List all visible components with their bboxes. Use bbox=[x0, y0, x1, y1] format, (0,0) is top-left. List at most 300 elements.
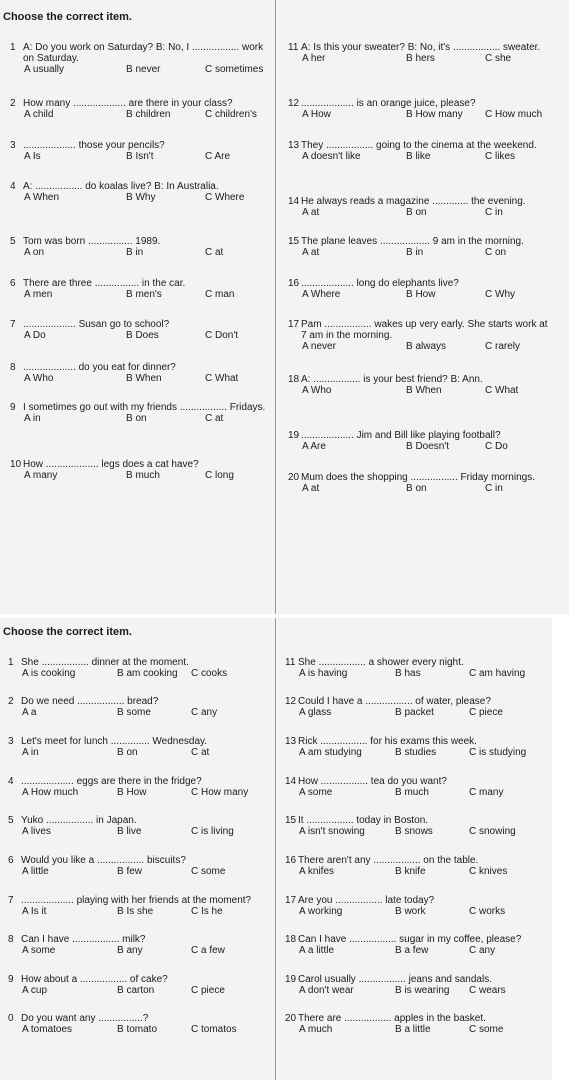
answer-option-c[interactable]: C snowing bbox=[469, 826, 516, 837]
answer-option-c[interactable]: C long bbox=[205, 470, 234, 481]
answer-option-c[interactable]: C How many bbox=[191, 787, 249, 798]
question-number: 19 bbox=[285, 974, 297, 985]
question-number: 13 bbox=[288, 140, 300, 151]
question-text-block bbox=[280, 895, 545, 906]
question-text: ................... is an orange juice, please? bbox=[301, 98, 476, 109]
question-number: 14 bbox=[285, 776, 297, 787]
question-item bbox=[3, 736, 265, 758]
question-item bbox=[283, 472, 553, 494]
answer-option-b[interactable]: B Doesn't bbox=[406, 441, 450, 452]
answer-option-b[interactable]: B live bbox=[117, 826, 142, 837]
answer-option-a[interactable]: A her bbox=[302, 53, 326, 64]
question-number: 13 bbox=[285, 736, 297, 747]
answer-option-c[interactable]: C any bbox=[191, 707, 218, 718]
answer-options bbox=[280, 826, 545, 837]
answer-option-c[interactable]: C some bbox=[469, 1024, 504, 1035]
question-text-block bbox=[5, 140, 270, 151]
answer-option-a[interactable]: A never bbox=[302, 341, 336, 352]
question-text: Let's meet for lunch .............. Wednesday. bbox=[21, 736, 208, 747]
answer-option-b[interactable]: B hers bbox=[406, 53, 435, 64]
answer-option-a[interactable]: A usually bbox=[24, 64, 65, 75]
answer-option-a[interactable]: A is cooking bbox=[22, 668, 76, 679]
question-text: There aren't any ................. on the table. bbox=[298, 855, 479, 866]
page-title: Choose the correct item. bbox=[3, 626, 132, 638]
question-text-block bbox=[283, 374, 553, 385]
question-number: 20 bbox=[285, 1013, 297, 1024]
answer-option-b[interactable]: B studies bbox=[395, 747, 437, 758]
question-item bbox=[5, 319, 270, 341]
question-number: 6 bbox=[8, 855, 14, 866]
answer-options bbox=[280, 945, 545, 956]
question-text: Mum does the shopping ................. Friday mornings. bbox=[301, 472, 535, 483]
answer-option-c[interactable]: C she bbox=[485, 53, 512, 64]
answer-option-a[interactable]: A child bbox=[24, 109, 54, 120]
answer-option-c[interactable]: C am having bbox=[469, 668, 526, 679]
answer-options bbox=[5, 192, 270, 203]
question-text-block bbox=[5, 42, 270, 64]
question-number: 4 bbox=[10, 181, 16, 192]
answer-option-c[interactable]: C a few bbox=[191, 945, 225, 956]
answer-options bbox=[283, 207, 553, 218]
answer-option-a[interactable]: A is having bbox=[299, 668, 348, 679]
question-item bbox=[280, 815, 545, 837]
question-text-block bbox=[283, 430, 553, 441]
question-text: How about a ................. of cake? bbox=[21, 974, 168, 985]
question-text-block bbox=[280, 934, 545, 945]
question-text: He always reads a magazine ............. the evening. bbox=[301, 196, 526, 207]
answer-option-c[interactable]: C in bbox=[485, 483, 503, 494]
question-text: How ................... legs does a cat have? bbox=[23, 459, 199, 470]
answer-option-a[interactable]: A How bbox=[302, 109, 331, 120]
answer-options bbox=[280, 906, 545, 917]
answer-option-c[interactable]: C is living bbox=[191, 826, 234, 837]
question-item bbox=[5, 42, 270, 75]
answer-options bbox=[280, 707, 545, 718]
question-number: 1 bbox=[8, 657, 14, 668]
question-text-block bbox=[5, 319, 270, 330]
question-text: Would you like a ................. biscuits? bbox=[21, 855, 186, 866]
question-number: 15 bbox=[285, 815, 297, 826]
question-text: How many ................... are there in your class? bbox=[23, 98, 233, 109]
question-text: Do you want any ................? bbox=[21, 1013, 149, 1024]
answer-option-a[interactable]: A some bbox=[22, 945, 56, 956]
question-number: 11 bbox=[288, 42, 299, 53]
answer-option-b[interactable]: B like bbox=[406, 151, 431, 162]
question-text-block bbox=[283, 42, 553, 53]
answer-option-c[interactable]: C Why bbox=[485, 289, 515, 300]
answer-option-c[interactable]: C tomatos bbox=[191, 1024, 237, 1035]
answer-option-b[interactable]: B How bbox=[406, 289, 436, 300]
question-text-block bbox=[3, 815, 265, 826]
answer-option-a[interactable]: A at bbox=[302, 483, 320, 494]
question-number: 9 bbox=[8, 974, 14, 985]
answer-option-a[interactable]: A Is bbox=[24, 151, 41, 162]
question-number: 3 bbox=[8, 736, 14, 747]
question-number: 17 bbox=[285, 895, 297, 906]
question-item bbox=[3, 895, 265, 917]
answer-option-a[interactable]: A How much bbox=[22, 787, 79, 798]
question-item bbox=[5, 236, 270, 258]
question-text: ................... do you eat for dinner? bbox=[23, 362, 176, 373]
answer-option-b[interactable]: B How many bbox=[406, 109, 463, 120]
question-number: 9 bbox=[10, 402, 16, 413]
answer-options bbox=[3, 1024, 265, 1035]
answer-options bbox=[5, 247, 270, 258]
question-item bbox=[280, 696, 545, 718]
question-text-block bbox=[280, 1013, 545, 1024]
question-text-block bbox=[283, 472, 553, 483]
answer-option-c[interactable]: C is studying bbox=[469, 747, 527, 758]
answer-option-c[interactable]: C knives bbox=[469, 866, 508, 877]
answer-option-b[interactable]: B much bbox=[395, 787, 429, 798]
answer-options bbox=[280, 985, 545, 996]
answer-option-b[interactable]: B has bbox=[395, 668, 421, 679]
question-number: 19 bbox=[288, 430, 300, 441]
answer-option-c[interactable]: C some bbox=[191, 866, 226, 877]
answer-options bbox=[283, 53, 553, 64]
answer-option-c[interactable]: C Is he bbox=[191, 906, 223, 917]
question-number: 20 bbox=[288, 472, 300, 483]
question-text: She ................. dinner at the moment. bbox=[21, 657, 189, 668]
question-item bbox=[3, 657, 265, 679]
question-text: A: Is this your sweater? B: No, it's ................. sweater. bbox=[301, 42, 541, 53]
answer-option-b[interactable]: B is wearing bbox=[395, 985, 450, 996]
answer-options bbox=[283, 247, 553, 258]
question-text: ................... Susan go to school? bbox=[23, 319, 170, 330]
answer-options bbox=[3, 668, 265, 679]
question-text-block bbox=[5, 278, 270, 289]
question-text: The plane leaves .................. 9 am in the morning. bbox=[301, 236, 524, 247]
question-text-block bbox=[5, 98, 270, 109]
question-item bbox=[5, 98, 270, 120]
question-item bbox=[283, 430, 553, 452]
question-text-block bbox=[5, 236, 270, 247]
question-text: Rick ................. for his exams this week. bbox=[298, 736, 477, 747]
answer-option-b[interactable]: B some bbox=[117, 707, 151, 718]
answer-options bbox=[283, 289, 553, 300]
answer-option-a[interactable]: A When bbox=[24, 192, 60, 203]
answer-option-b[interactable]: B any bbox=[117, 945, 143, 956]
question-text: ................... long do elephants live? bbox=[301, 278, 459, 289]
answer-option-c[interactable]: C at bbox=[205, 413, 224, 424]
answer-option-b[interactable]: B carton bbox=[117, 985, 155, 996]
question-text-block bbox=[283, 319, 553, 341]
worksheet-page-2 bbox=[0, 618, 552, 1080]
answer-option-c[interactable]: C cooks bbox=[191, 668, 228, 679]
answer-options bbox=[280, 866, 545, 877]
question-text-block bbox=[3, 974, 265, 985]
answer-option-b[interactable]: B much bbox=[126, 470, 160, 481]
answer-option-b[interactable]: B When bbox=[126, 373, 162, 384]
answer-option-a[interactable]: A am studying bbox=[299, 747, 362, 758]
question-text-block bbox=[3, 657, 265, 668]
question-item bbox=[3, 855, 265, 877]
answer-option-c[interactable]: C children's bbox=[205, 109, 257, 120]
question-item bbox=[3, 974, 265, 996]
answer-option-b[interactable]: B snows bbox=[395, 826, 433, 837]
answer-options bbox=[283, 483, 553, 494]
answer-option-a[interactable]: A Is it bbox=[22, 906, 47, 917]
answer-option-a[interactable]: A at bbox=[302, 207, 320, 218]
question-item bbox=[283, 140, 553, 162]
question-text-block bbox=[5, 459, 270, 470]
answer-option-b[interactable]: B in bbox=[126, 247, 144, 258]
answer-option-b[interactable]: B in bbox=[406, 247, 424, 258]
question-item bbox=[5, 140, 270, 162]
question-item bbox=[5, 181, 270, 203]
answer-option-a[interactable]: A tomatoes bbox=[22, 1024, 73, 1035]
question-text-block bbox=[5, 402, 270, 413]
question-number: 3 bbox=[10, 140, 16, 151]
question-text: They ................. going to the cinema at the weekend. bbox=[301, 140, 537, 151]
question-number: 15 bbox=[288, 236, 300, 247]
question-text: Tom was born ................ 1989. bbox=[23, 236, 161, 247]
answer-option-a[interactable]: A doesn't like bbox=[302, 151, 361, 162]
answer-option-b[interactable]: B Why bbox=[126, 192, 156, 203]
question-item bbox=[3, 934, 265, 956]
answer-option-a[interactable]: A working bbox=[299, 906, 343, 917]
answer-option-a[interactable]: A at bbox=[302, 247, 320, 258]
answer-options bbox=[5, 470, 270, 481]
question-text-block bbox=[283, 140, 553, 151]
question-item bbox=[280, 934, 545, 956]
answer-option-a[interactable]: A lives bbox=[22, 826, 51, 837]
question-item bbox=[280, 736, 545, 758]
answer-option-a[interactable]: A Where bbox=[302, 289, 341, 300]
answer-option-c[interactable]: C What bbox=[485, 385, 519, 396]
question-item bbox=[280, 974, 545, 996]
answer-option-a[interactable]: A many bbox=[24, 470, 58, 481]
answer-option-a[interactable]: A on bbox=[24, 247, 45, 258]
question-text: How ................. tea do you want? bbox=[298, 776, 447, 787]
answer-option-b[interactable]: B Does bbox=[126, 330, 159, 341]
question-text-block bbox=[283, 278, 553, 289]
answer-option-b[interactable]: B few bbox=[117, 866, 143, 877]
question-number: 7 bbox=[8, 895, 14, 906]
answer-option-b[interactable]: B work bbox=[395, 906, 426, 917]
answer-option-a[interactable]: A some bbox=[299, 787, 333, 798]
question-item bbox=[280, 657, 545, 679]
answer-option-b[interactable]: B on bbox=[406, 483, 427, 494]
question-item bbox=[3, 1013, 265, 1035]
question-item bbox=[280, 776, 545, 798]
question-number: 1 bbox=[10, 42, 16, 53]
question-text: There are ................. apples in the basket. bbox=[298, 1013, 486, 1024]
answer-options bbox=[5, 151, 270, 162]
question-item bbox=[5, 402, 270, 424]
question-text-block bbox=[280, 776, 545, 787]
column-divider bbox=[275, 0, 276, 614]
question-item bbox=[283, 196, 553, 218]
answer-options bbox=[283, 109, 553, 120]
question-number: 6 bbox=[10, 278, 16, 289]
answer-option-c[interactable]: C at bbox=[191, 747, 210, 758]
question-number: 18 bbox=[285, 934, 297, 945]
answer-option-a[interactable]: A a little bbox=[299, 945, 335, 956]
answer-options bbox=[283, 441, 553, 452]
answer-option-a[interactable]: A little bbox=[22, 866, 49, 877]
question-text-block bbox=[280, 974, 545, 985]
question-item bbox=[5, 278, 270, 300]
answer-option-c[interactable]: C piece bbox=[469, 707, 503, 718]
answer-option-a[interactable]: A isn't snowing bbox=[299, 826, 365, 837]
answer-option-a[interactable]: A cup bbox=[22, 985, 48, 996]
question-text-block bbox=[283, 98, 553, 109]
answer-options bbox=[280, 1024, 545, 1035]
answer-option-b[interactable]: B a little bbox=[395, 1024, 431, 1035]
answer-option-b[interactable]: B When bbox=[406, 385, 442, 396]
question-item bbox=[5, 362, 270, 384]
answer-option-c[interactable]: C What bbox=[205, 373, 239, 384]
answer-option-c[interactable]: C Do bbox=[485, 441, 508, 452]
answer-option-a[interactable]: A Who bbox=[302, 385, 332, 396]
question-text: It ................. today in Boston. bbox=[298, 815, 429, 826]
question-number: 10 bbox=[10, 459, 22, 470]
question-text: ................... playing with her friends at the moment? bbox=[21, 895, 252, 906]
answer-option-b[interactable]: B men's bbox=[126, 289, 162, 300]
question-text-block bbox=[3, 895, 265, 906]
question-number: 0 bbox=[8, 1013, 14, 1024]
answer-option-b[interactable]: B children bbox=[126, 109, 171, 120]
question-text-block bbox=[3, 696, 265, 707]
question-text: Can I have ................. milk? bbox=[21, 934, 146, 945]
answer-option-b[interactable]: B on bbox=[117, 747, 138, 758]
answer-options bbox=[280, 668, 545, 679]
answer-options bbox=[3, 707, 265, 718]
answer-option-b[interactable]: B on bbox=[126, 413, 147, 424]
answer-option-a[interactable]: A Are bbox=[302, 441, 326, 452]
question-number: 12 bbox=[288, 98, 300, 109]
answer-option-b[interactable]: B How bbox=[117, 787, 147, 798]
answer-options bbox=[3, 985, 265, 996]
answer-options bbox=[5, 289, 270, 300]
question-text: A: ................. do koalas live? B: In Australia. bbox=[23, 181, 219, 192]
answer-option-b[interactable]: B always bbox=[406, 341, 447, 352]
answer-option-b[interactable]: B never bbox=[126, 64, 161, 75]
question-text: Are you ................. late today? bbox=[298, 895, 435, 906]
question-number: 17 bbox=[288, 319, 300, 330]
answer-option-a[interactable]: A glass bbox=[299, 707, 332, 718]
page-title: Choose the correct item. bbox=[3, 11, 132, 23]
answer-option-c[interactable]: C at bbox=[205, 247, 224, 258]
question-item bbox=[283, 42, 553, 64]
answer-options bbox=[280, 747, 545, 758]
question-text-block bbox=[280, 855, 545, 866]
answer-option-c[interactable]: C piece bbox=[191, 985, 225, 996]
answer-option-a[interactable]: A knifes bbox=[299, 866, 335, 877]
answer-option-c[interactable]: C on bbox=[485, 247, 507, 258]
question-number: 16 bbox=[285, 855, 297, 866]
answer-option-a[interactable]: A in bbox=[24, 413, 41, 424]
answer-option-a[interactable]: A men bbox=[24, 289, 53, 300]
question-text-block bbox=[3, 934, 265, 945]
answer-option-c[interactable]: C likes bbox=[485, 151, 516, 162]
question-text-block bbox=[280, 815, 545, 826]
answer-options bbox=[3, 945, 265, 956]
answer-option-c[interactable]: C Are bbox=[205, 151, 231, 162]
question-text: A: Do you work on Saturday? B: No, I ................. work on Saturday. bbox=[23, 42, 264, 64]
answer-option-c[interactable]: C Don't bbox=[205, 330, 239, 341]
answer-option-b[interactable]: B tomato bbox=[117, 1024, 158, 1035]
question-text-block bbox=[3, 736, 265, 747]
answer-option-b[interactable]: B knife bbox=[395, 866, 426, 877]
question-item bbox=[283, 278, 553, 300]
question-item bbox=[283, 319, 553, 352]
question-text: There are three ................ in the car. bbox=[23, 278, 186, 289]
question-text-block bbox=[3, 855, 265, 866]
answer-option-a[interactable]: A Who bbox=[24, 373, 54, 384]
answer-options bbox=[3, 906, 265, 917]
answer-option-c[interactable]: C works bbox=[469, 906, 506, 917]
answer-option-c[interactable]: C any bbox=[469, 945, 496, 956]
answer-option-b[interactable]: B packet bbox=[395, 707, 434, 718]
question-text: Pam ................. wakes up very early. She starts work at 7 am in the morning. bbox=[301, 319, 548, 341]
answer-options bbox=[280, 787, 545, 798]
question-item bbox=[5, 459, 270, 481]
answer-option-c[interactable]: C How much bbox=[485, 109, 543, 120]
answer-option-a[interactable]: A in bbox=[22, 747, 39, 758]
answer-option-b[interactable]: B Isn't bbox=[126, 151, 154, 162]
question-text: Do we need ................. bread? bbox=[21, 696, 159, 707]
question-item bbox=[280, 895, 545, 917]
question-text: Carol usually ................. jeans and sandals. bbox=[298, 974, 492, 985]
question-number: 5 bbox=[8, 815, 14, 826]
answer-options bbox=[283, 341, 553, 352]
question-number: 2 bbox=[8, 696, 14, 707]
question-number: 8 bbox=[10, 362, 16, 373]
question-item bbox=[283, 374, 553, 396]
answer-option-b[interactable]: B a few bbox=[395, 945, 429, 956]
answer-option-b[interactable]: B on bbox=[406, 207, 427, 218]
answer-option-c[interactable]: C many bbox=[469, 787, 504, 798]
question-number: 14 bbox=[288, 196, 300, 207]
answer-option-c[interactable]: C rarely bbox=[485, 341, 521, 352]
question-item bbox=[3, 776, 265, 798]
answer-option-a[interactable]: A much bbox=[299, 1024, 333, 1035]
answer-options bbox=[5, 330, 270, 341]
answer-option-c[interactable]: C wears bbox=[469, 985, 506, 996]
answer-option-c[interactable]: C in bbox=[485, 207, 503, 218]
answer-option-a[interactable]: A a bbox=[22, 707, 37, 718]
answer-option-a[interactable]: A Do bbox=[24, 330, 46, 341]
answer-option-a[interactable]: A don't wear bbox=[299, 985, 354, 996]
question-text-block bbox=[5, 181, 270, 192]
question-item bbox=[280, 1013, 545, 1035]
question-item bbox=[3, 696, 265, 718]
question-text: ................... those your pencils? bbox=[23, 140, 165, 151]
answer-option-c[interactable]: C Where bbox=[205, 192, 245, 203]
question-text-block bbox=[283, 236, 553, 247]
question-text: She ................. a shower every night. bbox=[298, 657, 464, 668]
answer-option-c[interactable]: C man bbox=[205, 289, 235, 300]
answer-options bbox=[3, 787, 265, 798]
answer-options bbox=[3, 747, 265, 758]
answer-options bbox=[3, 826, 265, 837]
question-item bbox=[283, 98, 553, 120]
answer-option-b[interactable]: B am cooking bbox=[117, 668, 178, 679]
question-text-block bbox=[280, 736, 545, 747]
answer-option-b[interactable]: B Is she bbox=[117, 906, 154, 917]
answer-option-c[interactable]: C sometimes bbox=[205, 64, 264, 75]
question-text-block bbox=[3, 1013, 265, 1024]
answer-options bbox=[283, 151, 553, 162]
question-text: Yuko ................. in Japan. bbox=[21, 815, 137, 826]
question-item bbox=[3, 815, 265, 837]
column-divider bbox=[275, 618, 276, 1080]
question-text-block bbox=[3, 776, 265, 787]
question-number: 11 bbox=[285, 657, 296, 668]
answer-options bbox=[5, 413, 270, 424]
